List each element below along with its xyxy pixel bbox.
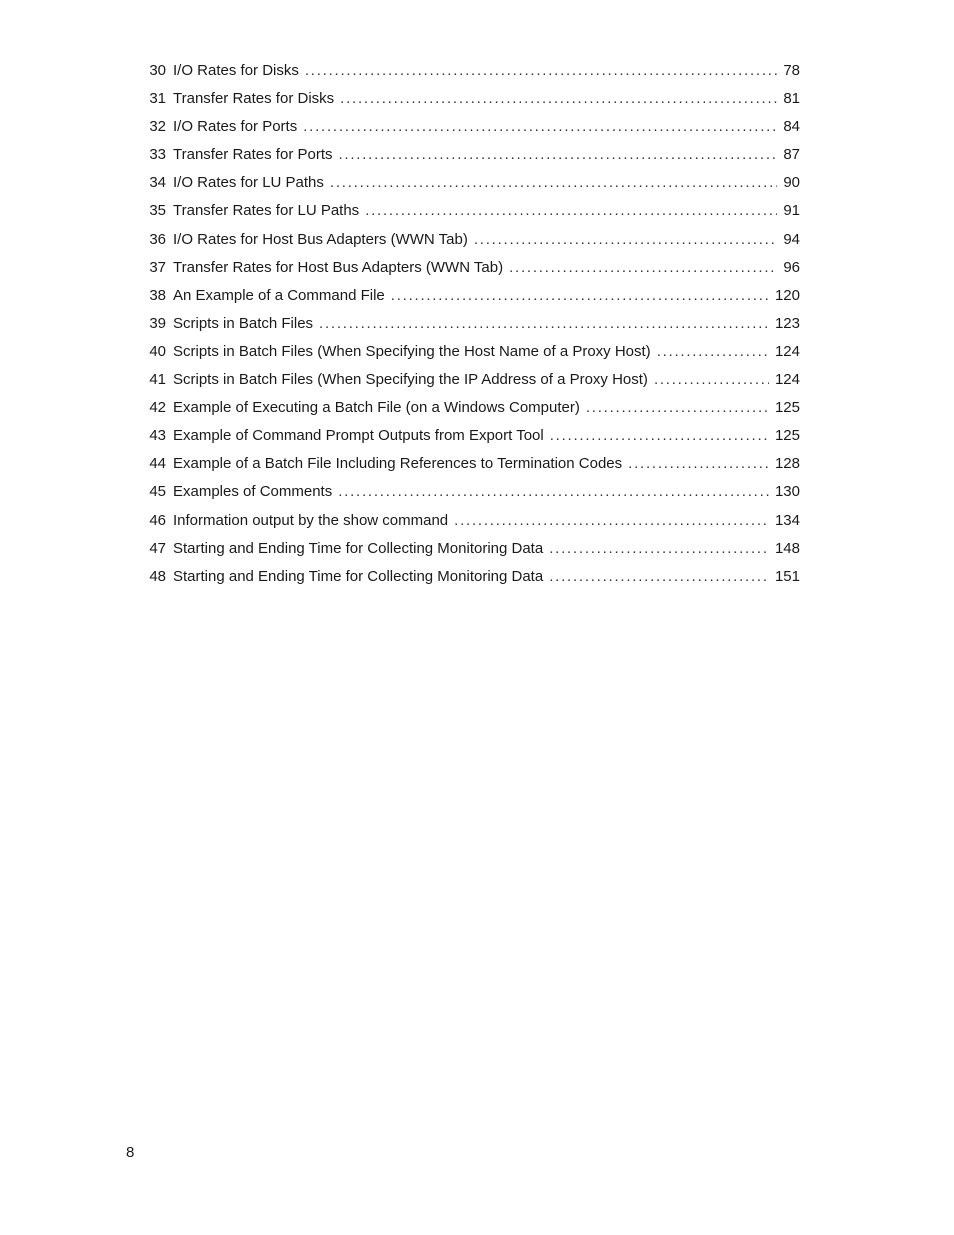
page-reference[interactable]: 91 bbox=[783, 202, 800, 220]
dot-leader bbox=[657, 339, 769, 365]
toc-entry[interactable] bbox=[140, 311, 800, 339]
page-reference[interactable]: 81 bbox=[783, 90, 800, 108]
dot-leader bbox=[628, 451, 769, 477]
page-reference[interactable]: 96 bbox=[783, 258, 800, 276]
figure-number: 35 bbox=[149, 202, 166, 220]
toc-entry[interactable] bbox=[140, 423, 800, 451]
figure-number: 40 bbox=[149, 342, 166, 360]
figure-title[interactable]: I/O Rates for Host Bus Adapters (WWN Tab) bbox=[173, 230, 468, 248]
figure-title[interactable]: An Example of a Command File bbox=[173, 286, 385, 304]
toc-entry[interactable] bbox=[140, 283, 800, 311]
toc-entry[interactable] bbox=[140, 142, 800, 170]
dot-leader bbox=[339, 142, 778, 168]
figure-title[interactable]: Information output by the show command bbox=[173, 511, 449, 529]
figure-title[interactable]: Transfer Rates for Disks bbox=[173, 90, 335, 108]
page-reference[interactable]: 124 bbox=[774, 371, 800, 389]
dot-leader bbox=[454, 508, 769, 534]
dot-leader bbox=[391, 283, 769, 309]
dot-leader bbox=[303, 114, 777, 140]
page-reference[interactable]: 125 bbox=[774, 427, 800, 445]
figure-title[interactable]: Transfer Rates for Ports bbox=[173, 146, 333, 164]
toc-entry[interactable] bbox=[140, 58, 800, 86]
dot-leader bbox=[509, 255, 777, 281]
toc-entry[interactable] bbox=[140, 114, 800, 142]
figure-number: 41 bbox=[149, 371, 166, 389]
page-reference[interactable]: 128 bbox=[774, 455, 800, 473]
figure-number: 48 bbox=[149, 567, 166, 585]
toc-entry[interactable] bbox=[140, 479, 800, 507]
figure-title[interactable]: I/O Rates for LU Paths bbox=[173, 174, 324, 192]
page-reference[interactable]: 130 bbox=[774, 483, 800, 501]
dot-leader bbox=[549, 536, 769, 562]
figure-title[interactable]: Starting and Ending Time for Collecting Monitoring Data bbox=[173, 539, 544, 557]
page-reference[interactable]: 125 bbox=[774, 399, 800, 417]
figure-title[interactable]: Example of Command Prompt Outputs from Export Tool bbox=[173, 427, 544, 445]
page-reference[interactable]: 94 bbox=[783, 230, 800, 248]
figure-title[interactable]: Example of a Batch File Including References to Termination Codes bbox=[173, 455, 623, 473]
dot-leader bbox=[586, 395, 769, 421]
dot-leader bbox=[319, 311, 769, 337]
toc-entry[interactable] bbox=[140, 536, 800, 564]
toc-entry[interactable] bbox=[140, 198, 800, 226]
dot-leader bbox=[474, 227, 777, 253]
dot-leader bbox=[654, 367, 769, 393]
page-reference[interactable]: 87 bbox=[783, 146, 800, 164]
figure-number: 32 bbox=[149, 118, 166, 136]
figure-title[interactable]: Transfer Rates for Host Bus Adapters (WWN Tab) bbox=[173, 258, 504, 276]
figure-title[interactable]: Examples of Comments bbox=[173, 483, 333, 501]
toc-entry[interactable] bbox=[140, 255, 800, 283]
page-reference[interactable]: 123 bbox=[774, 314, 800, 332]
dot-leader bbox=[365, 198, 777, 224]
page-reference[interactable]: 84 bbox=[783, 118, 800, 136]
figure-number: 39 bbox=[149, 314, 166, 332]
page-number: 8 bbox=[126, 1144, 135, 1161]
page-reference[interactable]: 78 bbox=[783, 62, 800, 79]
figure-number: 34 bbox=[149, 174, 166, 192]
figure-number: 33 bbox=[149, 146, 166, 164]
page-reference[interactable]: 151 bbox=[774, 567, 800, 585]
page-reference[interactable]: 120 bbox=[774, 286, 800, 304]
toc-entry[interactable] bbox=[140, 170, 800, 198]
figure-number: 37 bbox=[149, 258, 166, 276]
figure-title[interactable]: Starting and Ending Time for Collecting Monitoring Data bbox=[173, 567, 544, 585]
dot-leader bbox=[305, 58, 777, 84]
toc-entry[interactable] bbox=[140, 86, 800, 114]
page-reference[interactable]: 134 bbox=[774, 511, 800, 529]
figure-number: 36 bbox=[149, 230, 166, 248]
figure-number: 38 bbox=[149, 286, 166, 304]
figure-number: 45 bbox=[149, 483, 166, 501]
figure-title[interactable]: Scripts in Batch Files (When Specifying the IP Address of a Proxy Host) bbox=[173, 371, 648, 389]
toc-entry[interactable] bbox=[140, 227, 800, 255]
figure-number: 47 bbox=[149, 539, 166, 557]
figure-title[interactable]: Scripts in Batch Files bbox=[173, 314, 314, 332]
table-of-figures bbox=[140, 58, 800, 592]
page-reference[interactable]: 124 bbox=[774, 342, 800, 360]
toc-entry[interactable] bbox=[140, 395, 800, 423]
figure-number: 31 bbox=[149, 90, 166, 108]
page-reference[interactable]: 90 bbox=[783, 174, 800, 192]
figure-number: 46 bbox=[149, 511, 166, 529]
dot-leader bbox=[338, 479, 769, 505]
toc-entry[interactable] bbox=[140, 508, 800, 536]
figure-number: 42 bbox=[149, 399, 166, 417]
dot-leader bbox=[340, 86, 777, 112]
figure-title[interactable]: I/O Rates for Disks bbox=[173, 62, 299, 79]
figure-title[interactable]: Transfer Rates for LU Paths bbox=[173, 202, 360, 220]
toc-entry[interactable] bbox=[140, 451, 800, 479]
dot-leader bbox=[549, 564, 769, 590]
toc-entry[interactable] bbox=[140, 367, 800, 395]
figure-number: 30 bbox=[149, 62, 166, 79]
figure-number: 44 bbox=[149, 455, 166, 473]
dot-leader bbox=[550, 423, 769, 449]
toc-entry[interactable] bbox=[140, 564, 800, 592]
figure-title[interactable]: Scripts in Batch Files (When Specifying the Host Name of a Proxy Host) bbox=[173, 342, 651, 360]
toc-entry[interactable] bbox=[140, 339, 800, 367]
page-reference[interactable]: 148 bbox=[774, 539, 800, 557]
figure-number: 43 bbox=[149, 427, 166, 445]
figure-title[interactable]: Example of Executing a Batch File (on a Windows Computer) bbox=[173, 399, 580, 417]
dot-leader bbox=[330, 170, 777, 196]
figure-title[interactable]: I/O Rates for Ports bbox=[173, 118, 298, 136]
